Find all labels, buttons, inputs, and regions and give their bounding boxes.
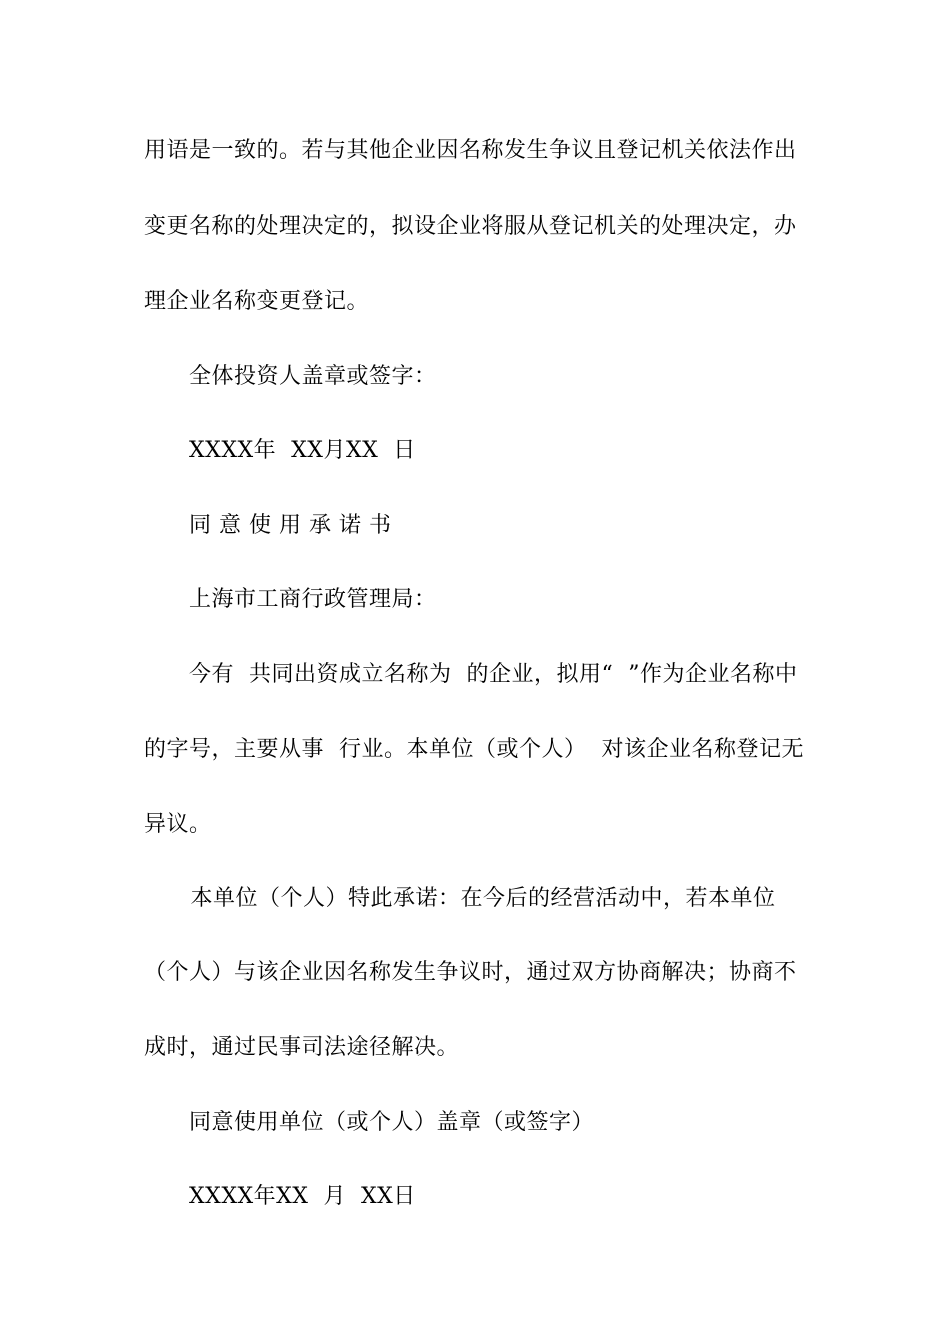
paragraph-1-line-3: 理企业名称变更登记。: [144, 289, 370, 314]
consent-letter-title: 同 意 使 用 承 诺 书: [189, 513, 392, 538]
paragraph-1-line-2: 变更名称的处理决定的，拟设企业将服从登记机关的处理决定，办: [144, 214, 797, 239]
user-signature-label: 同意使用单位（或个人）盖章（或签字）: [189, 1110, 595, 1135]
paragraph-2-line-2: 的字号，主要从事 行业。本单位（或个人） 对该企业名称登记无: [144, 737, 804, 762]
user-signature-date: XXXX年XX 月 XX日: [189, 1184, 416, 1209]
paragraph-3-line-1: 本单位（个人）特此承诺：在今后的经营活动中，若本单位: [183, 886, 776, 911]
paragraph-2-line-3: 异议。: [144, 812, 212, 837]
paragraph-3-line-2: （个人）与该企业因名称发生争议时，通过双方协商解决；协商不: [144, 960, 797, 985]
paragraph-2-line-1: 今有 共同出资成立名称为 的企业，拟用“ ”作为企业名称中: [189, 662, 798, 687]
investors-signature-label: 全体投资人盖章或签字：: [189, 364, 437, 389]
paragraph-3-line-3: 成时，通过民事司法途径解决。: [144, 1035, 460, 1060]
investors-signature-date: XXXX年 XX月XX 日: [189, 438, 416, 463]
addressee: 上海市工商行政管理局：: [189, 587, 437, 612]
paragraph-1-line-1: 用语是一致的。若与其他企业因名称发生争议且登记机关依法作出: [144, 138, 797, 163]
